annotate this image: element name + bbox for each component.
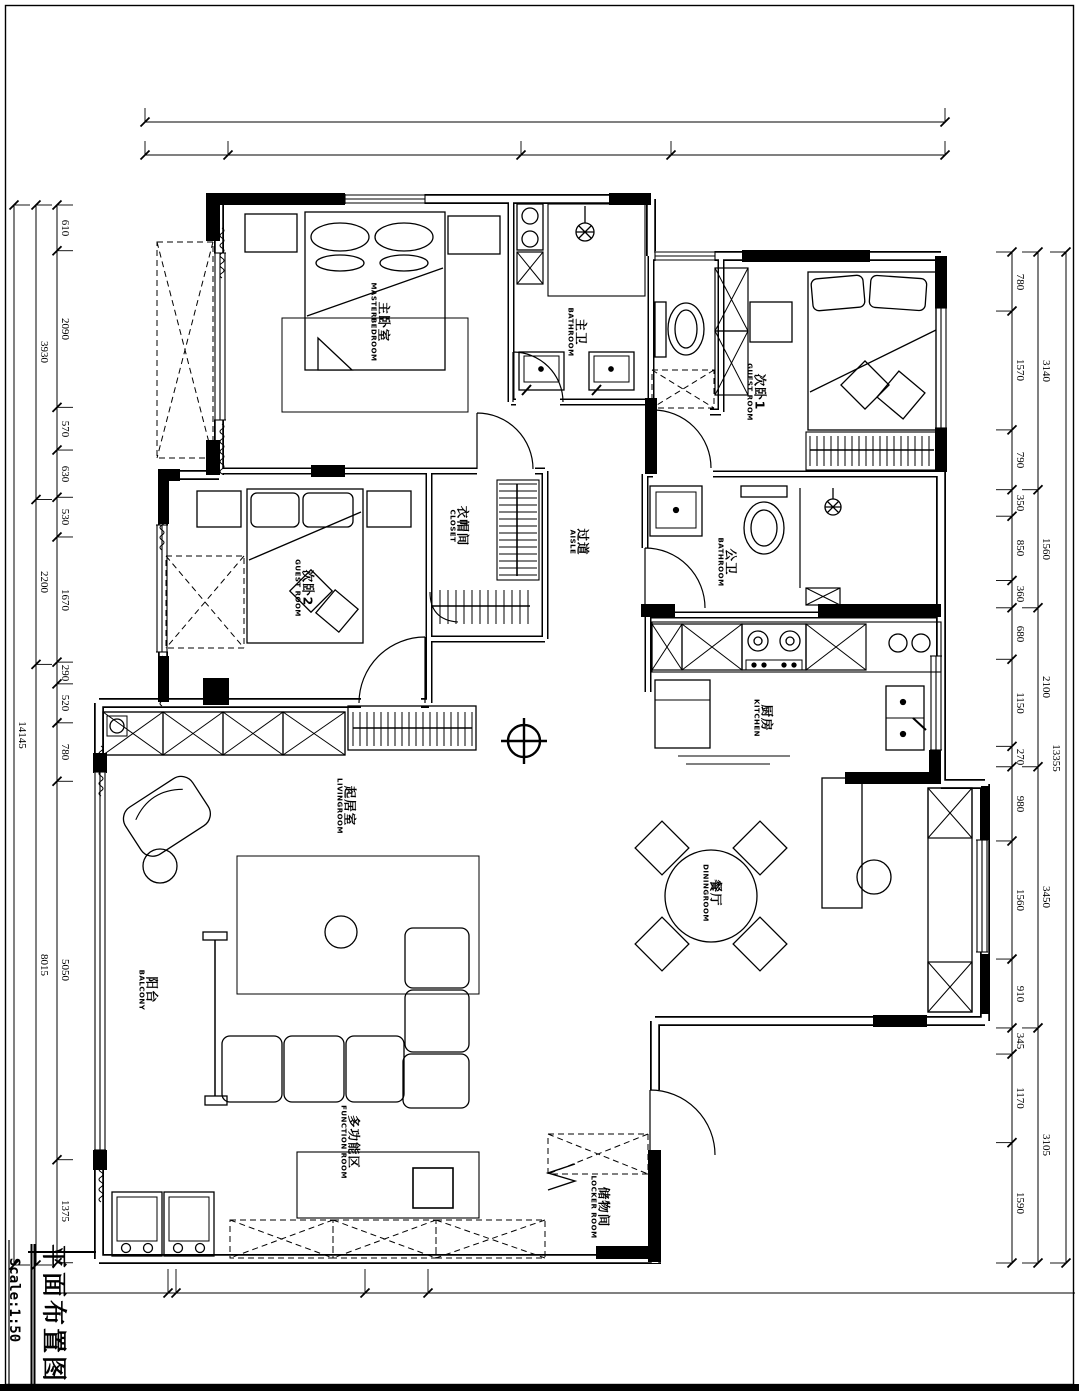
nightstand — [750, 302, 792, 342]
master-bed — [245, 212, 500, 412]
furniture — [103, 204, 972, 1256]
wardrobe — [806, 432, 938, 470]
room-label-guest-room-2: 次卧2 GUEST ROOM — [293, 559, 316, 617]
dashed-cabinet-icon — [652, 370, 714, 408]
cabinet-x-icon — [806, 588, 840, 605]
window-icon — [930, 656, 942, 750]
armchair — [118, 771, 216, 862]
dimension-label: 910 — [1014, 985, 1026, 1002]
room-label-master-bathroom: 主卫 BATHROOM — [566, 307, 589, 357]
dimension-label: 1670 — [59, 588, 71, 611]
sideboard — [928, 788, 972, 1012]
toilet — [741, 486, 787, 497]
door-guest2 — [359, 637, 425, 703]
dimension-label: 3105 — [1040, 1134, 1052, 1157]
floor-lamp — [203, 932, 227, 1105]
dimension-label: 290 — [59, 664, 71, 682]
window-icon — [214, 253, 226, 420]
room-label-master-bedroom: 主卧室 MASTERBEDROOM — [369, 282, 392, 362]
dimension-label: 980 — [1014, 795, 1026, 813]
dimension-label: 570 — [59, 420, 71, 437]
wall-cores — [99, 199, 985, 1263]
north-symbol — [501, 718, 547, 764]
dimension-label: 530 — [59, 508, 71, 526]
dimension-label: 360 — [1014, 585, 1026, 603]
hanger-rack-icon — [810, 436, 934, 466]
room-label-dining-room: 餐厅 DININGROOM — [701, 864, 724, 922]
room-label-kitchen: 厨房 KITCHEN — [752, 699, 775, 737]
dimension-label: 5050 — [59, 959, 71, 982]
dimension-label: 14145 — [16, 721, 28, 749]
dashed-cabinet-icon — [333, 1220, 436, 1258]
dimension-label: 345 — [1014, 1032, 1026, 1050]
dashed-cabinet-icon — [166, 556, 244, 648]
dashed-cabinet-icon — [230, 1220, 333, 1258]
dimension-label: 3450 — [1040, 886, 1052, 909]
toilet — [655, 302, 666, 357]
drawing-title: 平面布置图 — [31, 1244, 74, 1384]
drawing-scale: Scale:1:50 — [6, 1257, 22, 1343]
room-label-living-room: 起居室 LIVINGROOM — [335, 778, 358, 834]
cabinet-x-icon — [682, 624, 742, 670]
dimension-label: 3930 — [38, 341, 50, 364]
dimension-label: 630 — [59, 465, 71, 482]
door-public-bath — [645, 548, 705, 608]
fridge — [655, 680, 710, 748]
counter-sink — [889, 634, 907, 652]
dimension-label: 2100 — [1040, 676, 1052, 699]
cabinet-x-icon — [283, 712, 345, 755]
dimension-label: 680 — [1014, 625, 1026, 642]
hanger-rack-icon — [353, 712, 472, 746]
door-guest1 — [653, 410, 711, 468]
hanger-rack-icon — [432, 590, 530, 624]
room-label-locker-room: 储物间 LOCKER ROOM — [589, 1175, 612, 1239]
sofa — [222, 928, 469, 1108]
dimension-label: 1590 — [1014, 1191, 1026, 1214]
cabinet-x-icon — [223, 712, 283, 755]
room-label-balcony: 阳台 BALCONY — [137, 969, 160, 1011]
room-label-closet: 衣帽间 CLOSET — [448, 505, 471, 547]
stove — [742, 624, 806, 670]
dimension-label: 780 — [59, 743, 71, 761]
walls-exterior — [99, 199, 985, 1263]
dimension-label: 1375 — [59, 1200, 71, 1223]
kitchen-fixtures — [652, 622, 941, 764]
guest-room-2-bed — [197, 489, 411, 643]
door-master — [477, 413, 533, 469]
dashed-cabinet-icon — [436, 1220, 545, 1258]
room-label-public-bathroom: 公卫 BATHROOM — [716, 537, 739, 587]
dining-set — [635, 821, 787, 971]
nightstand — [367, 491, 411, 527]
stool — [413, 1168, 453, 1208]
window-icon — [345, 194, 425, 204]
room-label-function-room: 多功能区 FUNCTION ROOM — [339, 1105, 362, 1179]
dimension-label: 1560 — [1040, 537, 1052, 560]
dimension-label: 790 — [1014, 451, 1026, 469]
door-master-bath — [513, 352, 563, 402]
cabinet-x-icon — [103, 712, 163, 755]
dimension-label: 1570 — [1014, 359, 1026, 382]
dimension-label: 520 — [59, 695, 71, 712]
window-icon — [976, 840, 988, 952]
dimension-label: 270 — [1014, 748, 1026, 765]
window-icon — [94, 772, 106, 1150]
living-room-furniture — [103, 712, 547, 1108]
cabinet-x-icon — [163, 712, 223, 755]
dimension-label: 2200 — [38, 570, 50, 593]
tv-console — [103, 712, 345, 755]
guest-room-1-bed — [750, 272, 938, 470]
coffee-table — [325, 916, 357, 948]
room-label-guest-room-1: 次卧1 GUEST ROOM — [745, 363, 768, 421]
dimension-label: 1150 — [1014, 692, 1026, 714]
balcony-washers — [112, 1192, 214, 1256]
nightstand — [197, 491, 241, 527]
dimension-label: 850 — [1014, 540, 1026, 557]
dimension-label: 13355 — [1050, 743, 1062, 772]
dimension-label: 610 — [59, 219, 71, 237]
cabinet-x-icon — [517, 252, 543, 284]
dashed-cabinet-icon — [157, 242, 213, 458]
door-entry — [650, 1090, 715, 1155]
dimension-label: 350 — [1014, 494, 1026, 512]
cabinet-x-icon — [928, 788, 972, 838]
dimension-label: 1170 — [1014, 1087, 1026, 1110]
dimension-label: 1560 — [1014, 889, 1026, 911]
nightstand — [448, 216, 500, 254]
rug — [237, 856, 479, 994]
room-label-aisle: 过道 AISLE — [568, 528, 591, 556]
cabinet-x-icon — [806, 624, 866, 670]
cabinet-x-icon — [928, 962, 972, 1012]
dimension-label: 780 — [1014, 273, 1026, 290]
desk — [822, 778, 862, 908]
window-icon — [935, 308, 947, 428]
dimension-label: 8015 — [38, 953, 50, 976]
master-bathroom-fixtures — [517, 204, 704, 395]
dimension-label: 2090 — [59, 318, 71, 341]
hanger-rack-icon — [499, 484, 537, 576]
public-bathroom-fixtures — [650, 486, 841, 588]
closet-rack — [497, 480, 539, 580]
window-icon — [655, 251, 715, 261]
nightstand — [245, 214, 297, 252]
dining-table — [665, 850, 757, 942]
dimension-label: 3140 — [1040, 359, 1052, 382]
cabinet-x-icon — [652, 624, 682, 670]
hook-icon — [548, 1164, 575, 1190]
